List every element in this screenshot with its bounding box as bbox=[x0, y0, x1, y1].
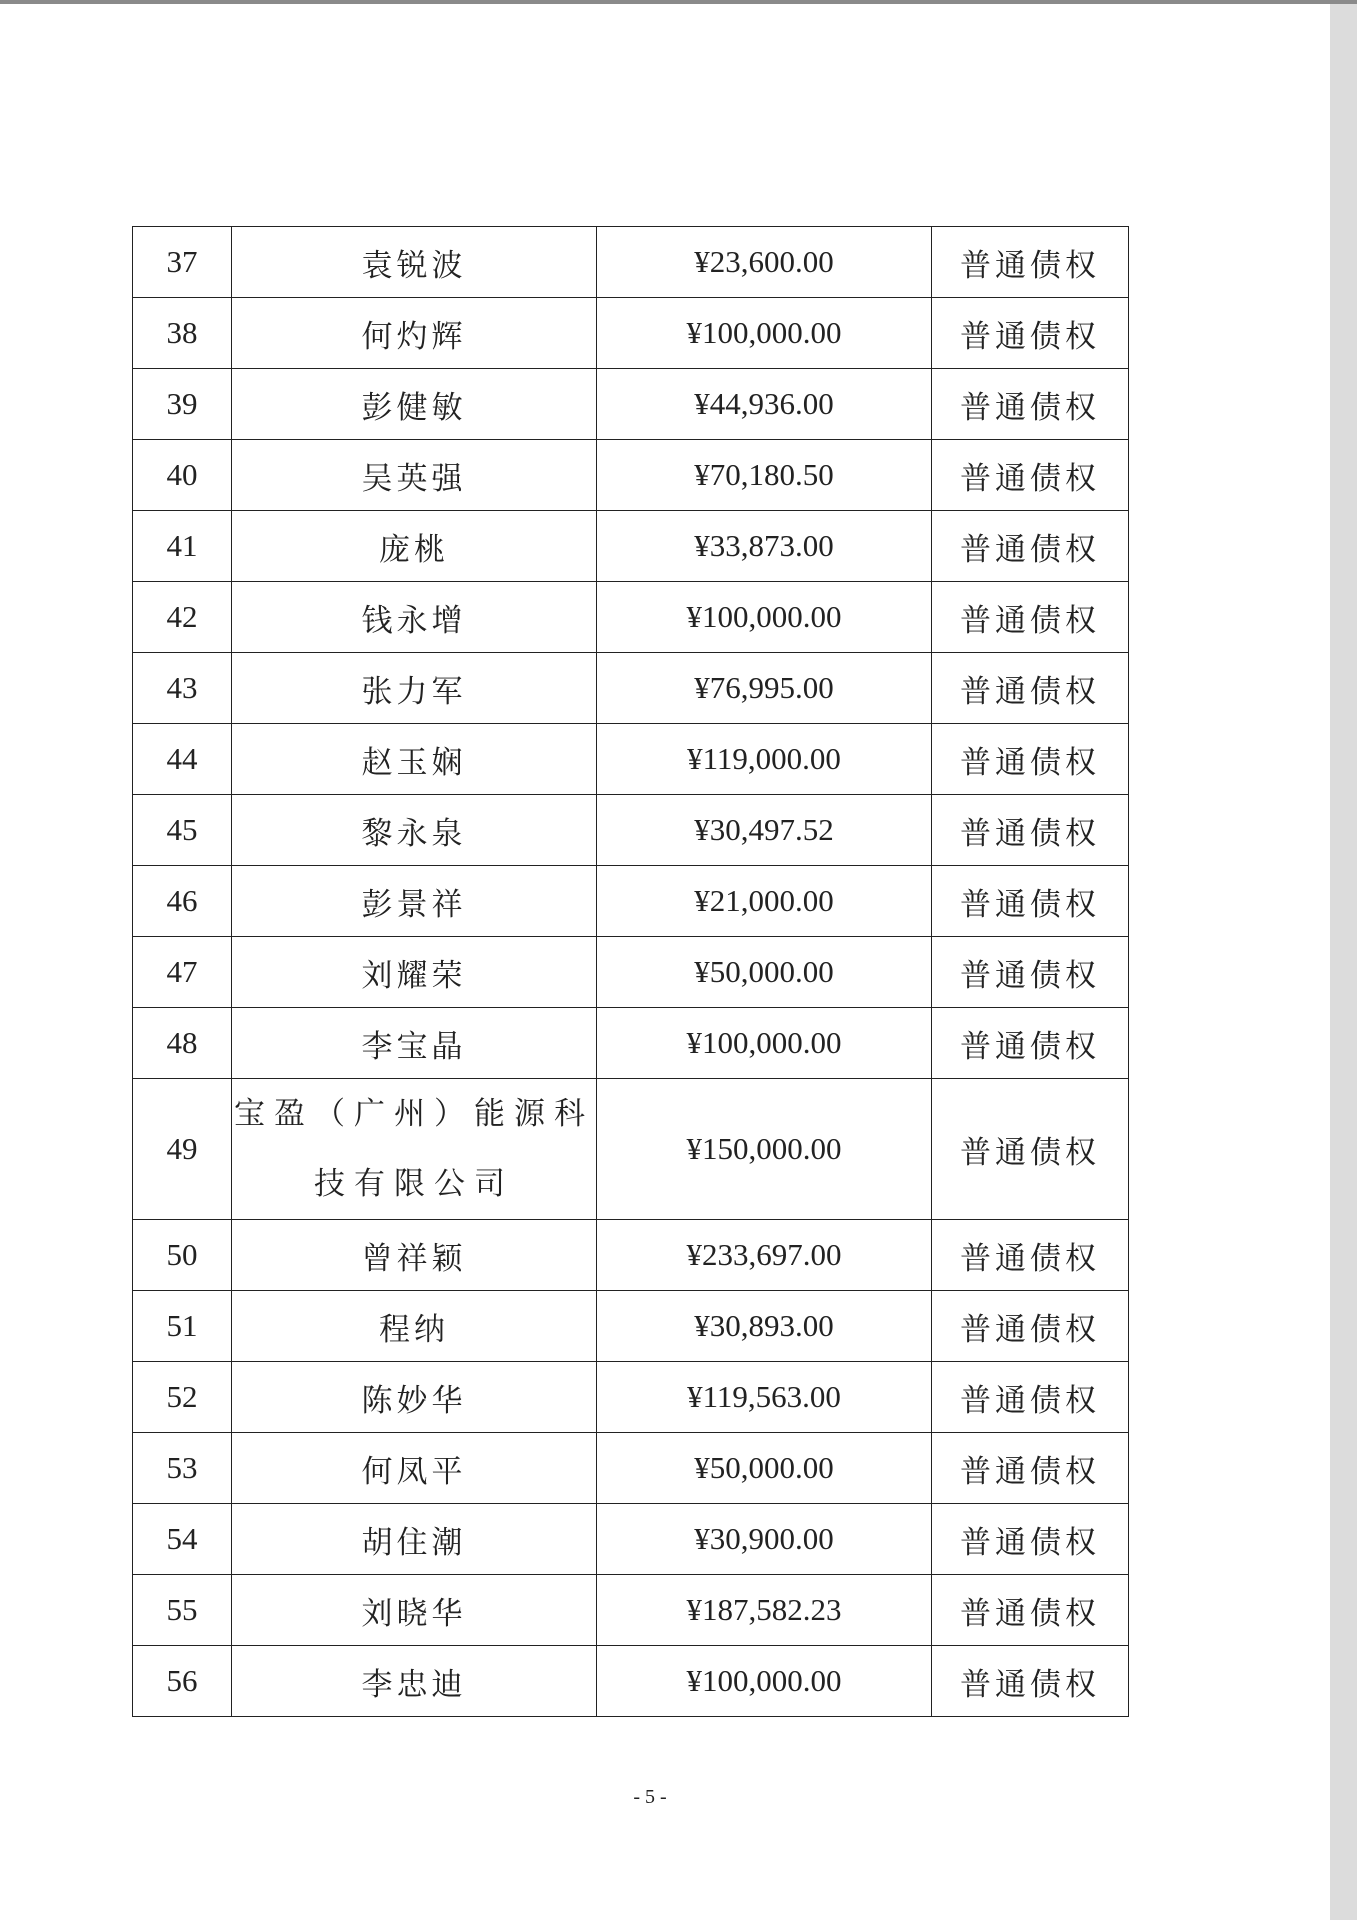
creditor-name: 钱永增 bbox=[232, 582, 597, 653]
claim-type: 普通债权 bbox=[932, 298, 1129, 369]
creditor-name: 宝盈（广州）能源科技有限公司 bbox=[232, 1079, 597, 1220]
row-number: 54 bbox=[133, 1504, 232, 1575]
table-row bbox=[133, 298, 1129, 369]
claim-type: 普通债权 bbox=[932, 227, 1129, 298]
creditor-name: 何凤平 bbox=[232, 1433, 597, 1504]
creditor-name: 程纳 bbox=[232, 1291, 597, 1362]
claim-type: 普通债权 bbox=[932, 369, 1129, 440]
table-row bbox=[133, 1362, 1129, 1433]
claim-type: 普通债权 bbox=[932, 1291, 1129, 1362]
creditor-name: 袁锐波 bbox=[232, 227, 597, 298]
table-row bbox=[133, 440, 1129, 511]
table-row bbox=[133, 1575, 1129, 1646]
creditor-name: 彭景祥 bbox=[232, 866, 597, 937]
claim-type: 普通债权 bbox=[932, 1008, 1129, 1079]
claim-type: 普通债权 bbox=[932, 1646, 1129, 1717]
creditor-name: 赵玉娴 bbox=[232, 724, 597, 795]
claim-type: 普通债权 bbox=[932, 582, 1129, 653]
creditor-name: 刘晓华 bbox=[232, 1575, 597, 1646]
creditor-name: 刘耀荣 bbox=[232, 937, 597, 1008]
claim-type: 普通债权 bbox=[932, 795, 1129, 866]
creditor-name: 陈妙华 bbox=[232, 1362, 597, 1433]
claim-amount: ¥100,000.00 bbox=[597, 1646, 932, 1717]
row-number: 45 bbox=[133, 795, 232, 866]
row-number: 52 bbox=[133, 1362, 232, 1433]
claim-amount: ¥50,000.00 bbox=[597, 1433, 932, 1504]
table-row bbox=[133, 724, 1129, 795]
row-number: 39 bbox=[133, 369, 232, 440]
row-number: 38 bbox=[133, 298, 232, 369]
creditor-name: 李忠迪 bbox=[232, 1646, 597, 1717]
row-number: 47 bbox=[133, 937, 232, 1008]
row-number: 49 bbox=[133, 1079, 232, 1220]
row-number: 43 bbox=[133, 653, 232, 724]
creditor-name: 曾祥颖 bbox=[232, 1220, 597, 1291]
table-row bbox=[133, 653, 1129, 724]
table-row bbox=[133, 1220, 1129, 1291]
table-row bbox=[133, 795, 1129, 866]
claim-type: 普通债权 bbox=[932, 1220, 1129, 1291]
claim-amount: ¥76,995.00 bbox=[597, 653, 932, 724]
claim-amount: ¥150,000.00 bbox=[597, 1079, 932, 1220]
table-row bbox=[133, 866, 1129, 937]
table-row bbox=[133, 1433, 1129, 1504]
creditor-name: 庞桃 bbox=[232, 511, 597, 582]
row-number: 48 bbox=[133, 1008, 232, 1079]
claim-amount: ¥119,000.00 bbox=[597, 724, 932, 795]
table-row bbox=[133, 511, 1129, 582]
row-number: 55 bbox=[133, 1575, 232, 1646]
creditor-name: 彭健敏 bbox=[232, 369, 597, 440]
row-number: 37 bbox=[133, 227, 232, 298]
table-row bbox=[133, 1646, 1129, 1717]
row-number: 42 bbox=[133, 582, 232, 653]
claim-amount: ¥33,873.00 bbox=[597, 511, 932, 582]
row-number: 41 bbox=[133, 511, 232, 582]
table-row bbox=[133, 227, 1129, 298]
claim-type: 普通债权 bbox=[932, 1433, 1129, 1504]
claim-amount: ¥30,893.00 bbox=[597, 1291, 932, 1362]
claim-amount: ¥23,600.00 bbox=[597, 227, 932, 298]
claim-amount: ¥119,563.00 bbox=[597, 1362, 932, 1433]
claim-amount: ¥70,180.50 bbox=[597, 440, 932, 511]
claim-type: 普通债权 bbox=[932, 866, 1129, 937]
page-number: - 5 - bbox=[633, 1786, 667, 1808]
table-row bbox=[133, 1079, 1129, 1220]
row-number: 40 bbox=[133, 440, 232, 511]
creditor-name: 张力军 bbox=[232, 653, 597, 724]
creditor-name: 吴英强 bbox=[232, 440, 597, 511]
creditor-name: 黎永泉 bbox=[232, 795, 597, 866]
creditor-name: 李宝晶 bbox=[232, 1008, 597, 1079]
claim-amount: ¥100,000.00 bbox=[597, 1008, 932, 1079]
claim-type: 普通债权 bbox=[932, 511, 1129, 582]
claim-type: 普通债权 bbox=[932, 653, 1129, 724]
row-number: 53 bbox=[133, 1433, 232, 1504]
claim-amount: ¥187,582.23 bbox=[597, 1575, 932, 1646]
row-number: 44 bbox=[133, 724, 232, 795]
claim-type: 普通债权 bbox=[932, 1575, 1129, 1646]
claim-type: 普通债权 bbox=[932, 1362, 1129, 1433]
claim-amount: ¥100,000.00 bbox=[597, 298, 932, 369]
table-row bbox=[133, 1291, 1129, 1362]
creditor-table bbox=[132, 226, 1129, 1717]
table-row bbox=[133, 937, 1129, 1008]
creditor-name: 何灼辉 bbox=[232, 298, 597, 369]
claim-amount: ¥21,000.00 bbox=[597, 866, 932, 937]
table-row bbox=[133, 1504, 1129, 1575]
claim-amount: ¥50,000.00 bbox=[597, 937, 932, 1008]
claim-amount: ¥233,697.00 bbox=[597, 1220, 932, 1291]
row-number: 51 bbox=[133, 1291, 232, 1362]
row-number: 46 bbox=[133, 866, 232, 937]
claim-amount: ¥44,936.00 bbox=[597, 369, 932, 440]
row-number: 50 bbox=[133, 1220, 232, 1291]
table-row bbox=[133, 369, 1129, 440]
claim-amount: ¥30,900.00 bbox=[597, 1504, 932, 1575]
claim-type: 普通债权 bbox=[932, 724, 1129, 795]
table-row bbox=[133, 582, 1129, 653]
claim-type: 普通债权 bbox=[932, 937, 1129, 1008]
row-number: 56 bbox=[133, 1646, 232, 1717]
claim-amount: ¥30,497.52 bbox=[597, 795, 932, 866]
table-row bbox=[133, 1008, 1129, 1079]
claim-type: 普通债权 bbox=[932, 1504, 1129, 1575]
claim-amount: ¥100,000.00 bbox=[597, 582, 932, 653]
creditor-name: 胡住潮 bbox=[232, 1504, 597, 1575]
claim-type: 普通债权 bbox=[932, 1079, 1129, 1220]
claim-type: 普通债权 bbox=[932, 440, 1129, 511]
